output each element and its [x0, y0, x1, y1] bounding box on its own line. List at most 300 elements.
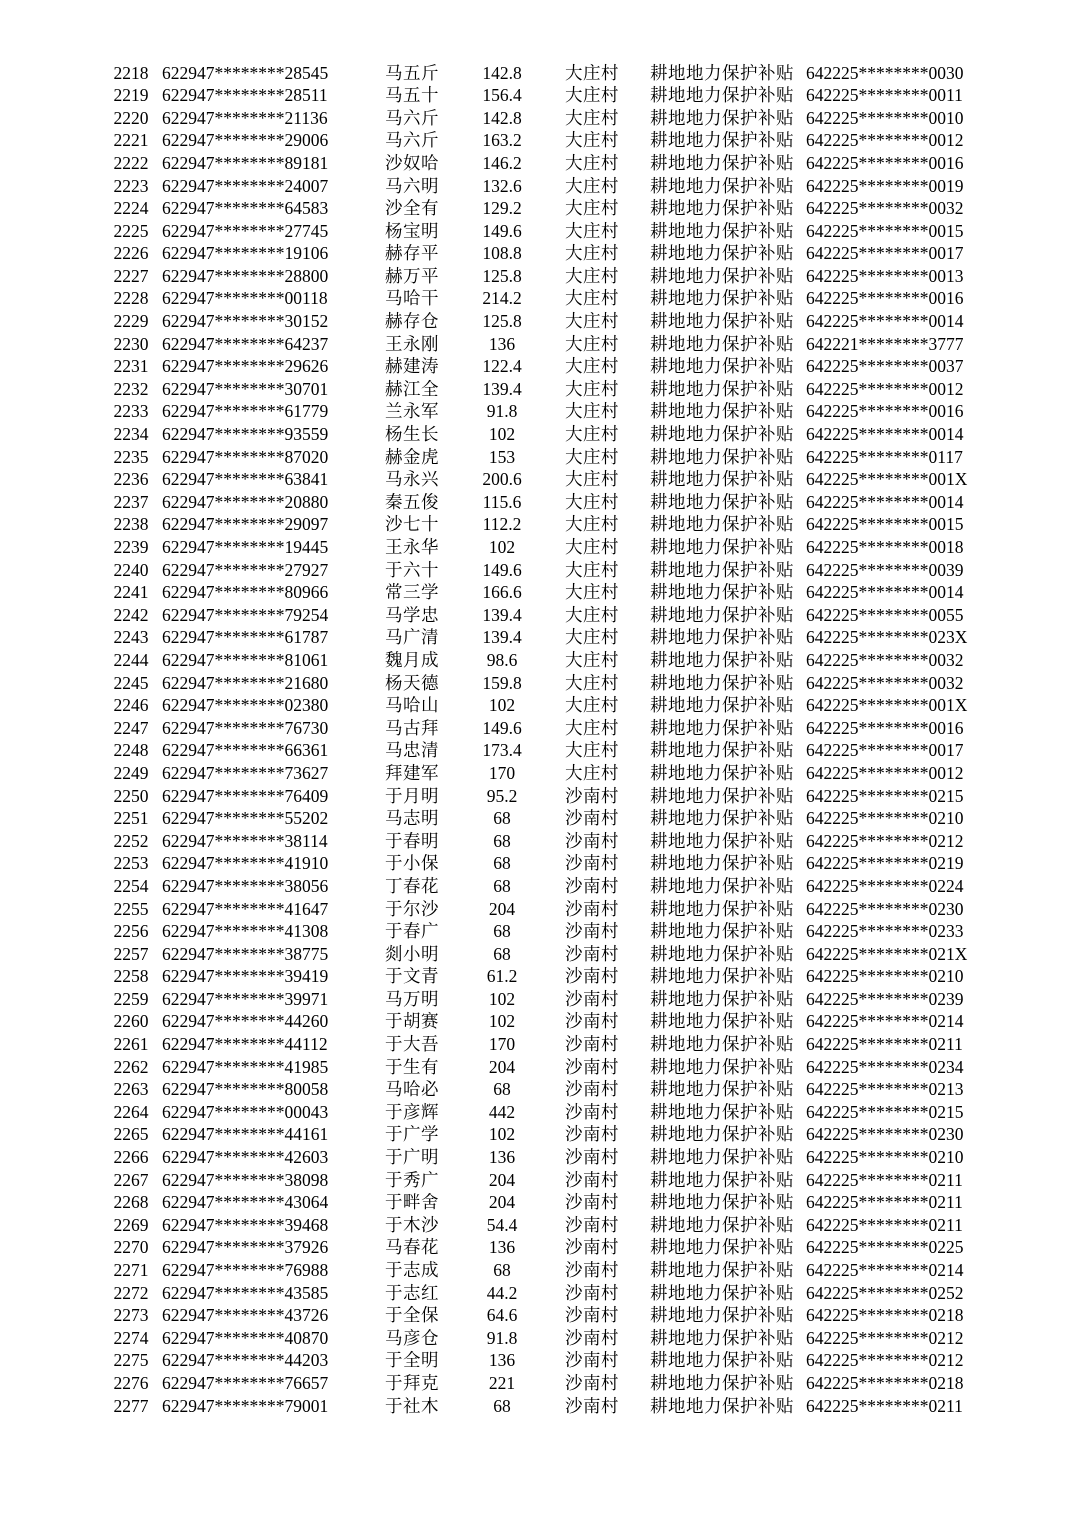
bank-card-number: 642225********0016: [806, 717, 964, 738]
bank-card-number: 642225********021X: [806, 943, 968, 964]
subsidy-amount: 115.6: [482, 491, 522, 512]
row-index: 2273: [113, 1305, 149, 1326]
id-number: 622947********41910: [162, 853, 329, 874]
table-row: [100, 1034, 974, 1057]
row-index: 2258: [113, 966, 149, 987]
table-row: [100, 898, 974, 921]
person-name: 于广明: [385, 1147, 439, 1168]
bank-card-number: 642225********0214: [806, 1260, 964, 1281]
village-name: 大庄村: [565, 740, 619, 761]
table-row: [100, 265, 974, 288]
subsidy-program: 耕地地力保护补贴: [650, 446, 794, 467]
person-name: 沙全有: [385, 198, 439, 219]
subsidy-amount: 122.4: [482, 356, 522, 377]
id-number: 622947********29626: [162, 356, 329, 377]
table-row: [100, 446, 974, 469]
village-name: 沙南村: [565, 853, 619, 874]
subsidy-program: 耕地地力保护补贴: [650, 1192, 794, 1213]
person-name: 于胡赛: [385, 1011, 439, 1032]
subsidy-amount: 68: [493, 853, 511, 874]
row-index: 2270: [113, 1237, 149, 1258]
row-index: 2243: [113, 627, 149, 648]
person-name: 拜建军: [385, 762, 439, 783]
person-name: 马五斤: [385, 62, 439, 83]
table-row: [100, 1237, 974, 1260]
table-row: [100, 943, 974, 966]
id-number: 622947********20880: [162, 491, 329, 512]
bank-card-number: 642225********0017: [806, 740, 964, 761]
id-number: 622947********28545: [162, 62, 329, 83]
person-name: 于彦辉: [385, 1101, 439, 1122]
subsidy-program: 耕地地力保护补贴: [650, 1282, 794, 1303]
subsidy-program: 耕地地力保护补贴: [650, 740, 794, 761]
subsidy-amount: 139.4: [482, 378, 522, 399]
row-index: 2237: [113, 491, 149, 512]
village-name: 沙南村: [565, 1395, 619, 1416]
subsidy-program: 耕地地力保护补贴: [650, 649, 794, 670]
subsidy-program: 耕地地力保护补贴: [650, 537, 794, 558]
row-index: 2241: [113, 582, 149, 603]
table-row: [100, 198, 974, 221]
person-name: 马广清: [385, 627, 439, 648]
row-index: 2238: [113, 514, 149, 535]
subsidy-program: 耕地地力保护补贴: [650, 627, 794, 648]
table-row: [100, 921, 974, 944]
subsidy-amount: 91.8: [486, 401, 518, 422]
bank-card-number: 642225********0011: [806, 85, 963, 106]
table-row: [100, 1079, 974, 1102]
bank-card-number: 642225********0239: [806, 988, 964, 1009]
village-name: 大庄村: [565, 107, 619, 128]
row-index: 2219: [113, 85, 149, 106]
subsidy-amount: 95.2: [486, 785, 518, 806]
village-name: 大庄村: [565, 152, 619, 173]
id-number: 622947********21136: [162, 107, 328, 128]
subsidy-program: 耕地地力保护补贴: [650, 830, 794, 851]
subsidy-amount: 170: [488, 1034, 516, 1055]
subsidy-amount: 68: [493, 808, 511, 829]
id-number: 622947********40870: [162, 1327, 329, 1348]
id-number: 622947********89181: [162, 152, 329, 173]
village-name: 沙南村: [565, 1305, 619, 1326]
subsidy-program: 耕地地力保护补贴: [650, 311, 794, 332]
subsidy-amount: 64.6: [486, 1305, 518, 1326]
village-name: 沙南村: [565, 875, 619, 896]
subsidy-amount: 112.2: [482, 514, 522, 535]
bank-card-number: 642225********0212: [806, 1350, 964, 1371]
row-index: 2251: [113, 808, 149, 829]
person-name: 马永兴: [385, 469, 439, 490]
row-index: 2262: [113, 1056, 149, 1077]
subsidy-amount: 102: [488, 537, 516, 558]
id-number: 622947********80966: [162, 582, 329, 603]
person-name: 于春明: [385, 830, 439, 851]
subsidy-program: 耕地地力保护补贴: [650, 491, 794, 512]
subsidy-amount: 149.6: [482, 220, 522, 241]
village-name: 大庄村: [565, 424, 619, 445]
table-row: [100, 966, 974, 989]
bank-card-number: 642225********0218: [806, 1372, 964, 1393]
id-number: 622947********38056: [162, 875, 329, 896]
bank-card-number: 642225********0010: [806, 107, 964, 128]
table-row: [100, 649, 974, 672]
table-row: [100, 514, 974, 537]
subsidy-amount: 204: [488, 1192, 516, 1213]
table-row: [100, 785, 974, 808]
id-number: 622947********19445: [162, 537, 329, 558]
row-index: 2222: [113, 152, 149, 173]
table-row: [100, 717, 974, 740]
person-name: 剡小明: [385, 943, 439, 964]
subsidy-program: 耕地地力保护补贴: [650, 1305, 794, 1326]
bank-card-number: 642225********023X: [806, 627, 968, 648]
id-number: 622947********00118: [162, 288, 328, 309]
row-index: 2260: [113, 1011, 149, 1032]
table-row: [100, 762, 974, 785]
subsidy-amount: 125.8: [482, 265, 522, 286]
table-row: [100, 243, 974, 266]
bank-card-number: 642225********0230: [806, 1124, 964, 1145]
row-index: 2225: [113, 220, 149, 241]
person-name: 马彦仓: [385, 1327, 439, 1348]
bank-card-number: 642225********0212: [806, 1327, 964, 1348]
subsidy-program: 耕地地力保护补贴: [650, 1372, 794, 1393]
person-name: 于木沙: [385, 1214, 439, 1235]
person-name: 马哈干: [385, 288, 439, 309]
row-index: 2265: [113, 1124, 149, 1145]
subsidy-program: 耕地地力保护补贴: [650, 1101, 794, 1122]
row-index: 2269: [113, 1214, 149, 1235]
id-number: 622947********19106: [162, 243, 329, 264]
row-index: 2250: [113, 785, 149, 806]
subsidy-amount: 163.2: [482, 130, 522, 151]
row-index: 2276: [113, 1372, 149, 1393]
village-name: 沙南村: [565, 1327, 619, 1348]
bank-card-number: 642225********0037: [806, 356, 964, 377]
bank-card-number: 642225********0233: [806, 921, 964, 942]
id-number: 622947********43585: [162, 1282, 329, 1303]
subsidy-amount: 142.8: [482, 62, 522, 83]
person-name: 马六斤: [385, 107, 439, 128]
id-number: 622947********63841: [162, 469, 329, 490]
bank-card-number: 642225********0014: [806, 424, 964, 445]
person-name: 于志成: [385, 1260, 439, 1281]
person-name: 马六明: [385, 175, 439, 196]
table-row: [100, 1056, 974, 1079]
table-row: [100, 152, 974, 175]
id-number: 622947********81061: [162, 649, 329, 670]
person-name: 马志明: [385, 808, 439, 829]
subsidy-amount: 204: [488, 898, 516, 919]
person-name: 沙奴哈: [385, 152, 439, 173]
person-name: 王永刚: [385, 333, 439, 354]
subsidy-amount: 102: [488, 1011, 516, 1032]
row-index: 2263: [113, 1079, 149, 1100]
id-number: 622947********41985: [162, 1056, 329, 1077]
village-name: 沙南村: [565, 988, 619, 1009]
subsidy-amount: 91.8: [486, 1327, 518, 1348]
id-number: 622947********29097: [162, 514, 329, 535]
person-name: 沙七十: [385, 514, 439, 535]
table-row: [100, 1372, 974, 1395]
row-index: 2227: [113, 265, 149, 286]
bank-card-number: 642225********0219: [806, 853, 964, 874]
subsidy-amount: 68: [493, 1079, 511, 1100]
subsidy-amount: 54.4: [486, 1214, 518, 1235]
subsidy-amount: 102: [488, 424, 516, 445]
subsidy-amount: 129.2: [482, 198, 522, 219]
person-name: 于小保: [385, 853, 439, 874]
subsidy-amount: 173.4: [482, 740, 522, 761]
row-index: 2245: [113, 672, 149, 693]
subsidy-amount: 200.6: [482, 469, 522, 490]
person-name: 常三学: [385, 582, 439, 603]
subsidy-amount: 136: [488, 1237, 516, 1258]
table-row: [100, 830, 974, 853]
table-row: [100, 672, 974, 695]
person-name: 于尔沙: [385, 898, 439, 919]
table-row: [100, 378, 974, 401]
person-name: 于畔舍: [385, 1192, 439, 1213]
person-name: 赫存仓: [385, 311, 439, 332]
person-name: 丁春花: [385, 875, 439, 896]
table-row: [100, 1282, 974, 1305]
subsidy-amount: 98.6: [486, 649, 518, 670]
person-name: 赫万平: [385, 265, 439, 286]
id-number: 622947********42603: [162, 1147, 329, 1168]
village-name: 大庄村: [565, 62, 619, 83]
id-number: 622947********38098: [162, 1169, 329, 1190]
subsidy-program: 耕地地力保护补贴: [650, 921, 794, 942]
id-number: 622947********43726: [162, 1305, 329, 1326]
bank-card-number: 642225********0213: [806, 1079, 964, 1100]
subsidy-program: 耕地地力保护补贴: [650, 288, 794, 309]
table-row: [100, 1305, 974, 1328]
village-name: 大庄村: [565, 717, 619, 738]
row-index: 2239: [113, 537, 149, 558]
id-number: 622947********87020: [162, 446, 329, 467]
row-index: 2244: [113, 649, 149, 670]
person-name: 于文青: [385, 966, 439, 987]
village-name: 大庄村: [565, 356, 619, 377]
bank-card-number: 642225********0211: [806, 1192, 963, 1213]
village-name: 大庄村: [565, 469, 619, 490]
bank-card-number: 642225********0030: [806, 62, 964, 83]
table-row: [100, 1395, 974, 1418]
village-name: 大庄村: [565, 604, 619, 625]
subsidy-amount: 159.8: [482, 672, 522, 693]
subsidy-amount: 136: [488, 1147, 516, 1168]
subsidy-amount: 149.6: [482, 717, 522, 738]
village-name: 沙南村: [565, 1011, 619, 1032]
table-row: [100, 853, 974, 876]
person-name: 于广学: [385, 1124, 439, 1145]
id-number: 622947********28511: [162, 85, 328, 106]
person-name: 赫江全: [385, 378, 439, 399]
table-row: [100, 333, 974, 356]
subsidy-amount: 221: [488, 1372, 516, 1393]
subsidy-amount: 68: [493, 1260, 511, 1281]
subsidy-program: 耕地地力保护补贴: [650, 333, 794, 354]
table-row: [100, 1101, 974, 1124]
table-row: [100, 627, 974, 650]
village-name: 沙南村: [565, 830, 619, 851]
village-name: 沙南村: [565, 1101, 619, 1122]
subsidy-program: 耕地地力保护补贴: [650, 175, 794, 196]
village-name: 大庄村: [565, 130, 619, 151]
person-name: 杨生长: [385, 424, 439, 445]
table-row: [100, 424, 974, 447]
table-row: [100, 740, 974, 763]
bank-card-number: 642225********0234: [806, 1056, 964, 1077]
village-name: 沙南村: [565, 1260, 619, 1281]
table-row: [100, 536, 974, 559]
id-number: 622947********28800: [162, 265, 329, 286]
id-number: 622947********37926: [162, 1237, 329, 1258]
bank-card-number: 642225********0218: [806, 1305, 964, 1326]
id-number: 622947********64237: [162, 333, 329, 354]
subsidy-program: 耕地地力保护补贴: [650, 130, 794, 151]
row-index: 2221: [113, 130, 149, 151]
table-row: [100, 1147, 974, 1170]
person-name: 兰永军: [385, 401, 439, 422]
subsidy-program: 耕地地力保护补贴: [650, 1214, 794, 1235]
bank-card-number: 642225********001X: [806, 469, 968, 490]
bank-card-number: 642225********0016: [806, 152, 964, 173]
bank-card-number: 642225********0016: [806, 288, 964, 309]
subsidy-table: [100, 62, 974, 1418]
subsidy-amount: 61.2: [486, 966, 518, 987]
village-name: 大庄村: [565, 559, 619, 580]
person-name: 马五十: [385, 85, 439, 106]
row-index: 2268: [113, 1192, 149, 1213]
row-index: 2226: [113, 243, 149, 264]
table-row: [100, 288, 974, 311]
id-number: 622947********44203: [162, 1350, 329, 1371]
bank-card-number: 642225********0210: [806, 1147, 964, 1168]
subsidy-program: 耕地地力保护补贴: [650, 1056, 794, 1077]
subsidy-amount: 170: [488, 762, 516, 783]
village-name: 沙南村: [565, 1282, 619, 1303]
bank-card-number: 642225********0014: [806, 311, 964, 332]
subsidy-program: 耕地地力保护补贴: [650, 62, 794, 83]
table-row: [100, 220, 974, 243]
table-row: [100, 1011, 974, 1034]
row-index: 2274: [113, 1327, 149, 1348]
id-number: 622947********76988: [162, 1260, 329, 1281]
id-number: 622947********30701: [162, 378, 329, 399]
subsidy-program: 耕地地力保护补贴: [650, 785, 794, 806]
bank-card-number: 642225********0032: [806, 198, 964, 219]
subsidy-program: 耕地地力保护补贴: [650, 198, 794, 219]
village-name: 大庄村: [565, 243, 619, 264]
bank-card-number: 642225********0210: [806, 966, 964, 987]
village-name: 沙南村: [565, 1372, 619, 1393]
id-number: 622947********66361: [162, 740, 329, 761]
row-index: 2223: [113, 175, 149, 196]
village-name: 大庄村: [565, 85, 619, 106]
id-number: 622947********79254: [162, 604, 329, 625]
row-index: 2277: [113, 1395, 149, 1416]
row-index: 2246: [113, 695, 149, 716]
subsidy-program: 耕地地力保护补贴: [650, 1237, 794, 1258]
bank-card-number: 642225********0215: [806, 785, 964, 806]
village-name: 大庄村: [565, 220, 619, 241]
subsidy-program: 耕地地力保护补贴: [650, 1169, 794, 1190]
id-number: 622947********64583: [162, 198, 329, 219]
bank-card-number: 642225********0012: [806, 130, 964, 151]
table-row: [100, 311, 974, 334]
subsidy-program: 耕地地力保护补贴: [650, 220, 794, 241]
id-number: 622947********41308: [162, 921, 329, 942]
village-name: 沙南村: [565, 1169, 619, 1190]
subsidy-amount: 139.4: [482, 604, 522, 625]
table-row: [100, 1124, 974, 1147]
id-number: 622947********44112: [162, 1034, 328, 1055]
subsidy-program: 耕地地力保护补贴: [650, 559, 794, 580]
row-index: 2275: [113, 1350, 149, 1371]
village-name: 沙南村: [565, 1350, 619, 1371]
person-name: 于春广: [385, 921, 439, 942]
person-name: 马春花: [385, 1237, 439, 1258]
subsidy-program: 耕地地力保护补贴: [650, 695, 794, 716]
subsidy-amount: 442: [488, 1101, 516, 1122]
village-name: 沙南村: [565, 1147, 619, 1168]
village-name: 大庄村: [565, 446, 619, 467]
person-name: 王永华: [385, 537, 439, 558]
table-row: [100, 491, 974, 514]
bank-card-number: 642221********3777: [806, 333, 964, 354]
person-name: 马哈山: [385, 695, 439, 716]
bank-card-number: 642225********0055: [806, 604, 964, 625]
subsidy-program: 耕地地力保护补贴: [650, 469, 794, 490]
id-number: 622947********38775: [162, 943, 329, 964]
bank-card-number: 642225********0017: [806, 243, 964, 264]
subsidy-program: 耕地地力保护补贴: [650, 1124, 794, 1145]
bank-card-number: 642225********0224: [806, 875, 964, 896]
subsidy-amount: 166.6: [482, 582, 522, 603]
bank-card-number: 642225********0211: [806, 1395, 963, 1416]
bank-card-number: 642225********0215: [806, 1101, 964, 1122]
subsidy-program: 耕地地力保护补贴: [650, 265, 794, 286]
table-row: [100, 559, 974, 582]
subsidy-program: 耕地地力保护补贴: [650, 243, 794, 264]
subsidy-amount: 102: [488, 695, 516, 716]
row-index: 2252: [113, 830, 149, 851]
person-name: 赫建涛: [385, 356, 439, 377]
person-name: 马哈必: [385, 1079, 439, 1100]
person-name: 于月明: [385, 785, 439, 806]
table-row: [100, 85, 974, 108]
id-number: 622947********30152: [162, 311, 329, 332]
row-index: 2228: [113, 288, 149, 309]
row-index: 2271: [113, 1260, 149, 1281]
person-name: 于秀广: [385, 1169, 439, 1190]
village-name: 沙南村: [565, 921, 619, 942]
village-name: 沙南村: [565, 966, 619, 987]
row-index: 2261: [113, 1034, 149, 1055]
id-number: 622947********39419: [162, 966, 329, 987]
table-row: [100, 604, 974, 627]
id-number: 622947********38114: [162, 830, 328, 851]
person-name: 赫金虎: [385, 446, 439, 467]
table-row: [100, 401, 974, 424]
id-number: 622947********79001: [162, 1395, 329, 1416]
bank-card-number: 642225********0015: [806, 514, 964, 535]
village-name: 大庄村: [565, 265, 619, 286]
table-row: [100, 175, 974, 198]
row-index: 2220: [113, 107, 149, 128]
